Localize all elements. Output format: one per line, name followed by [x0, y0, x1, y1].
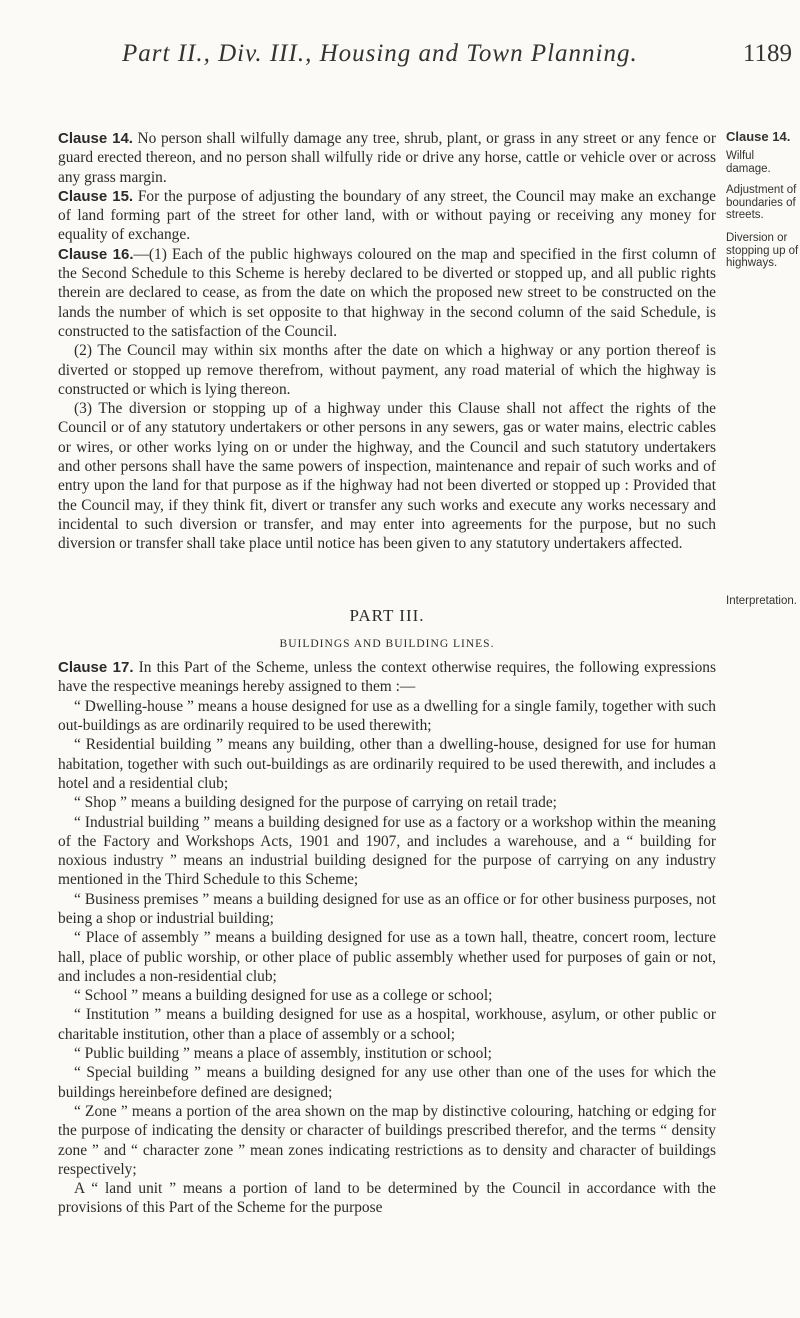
running-title: Part II., Div. III., Housing and Town Planning. — [122, 40, 638, 67]
definition-school: “ School ” means a building designed for use as a college or school; — [74, 987, 493, 1005]
clause-16-text: —(1) Each of the public highways coloured on the map and specified in the first column of the Second Schedule to this Scheme is hereby declared to be diverted or stopped up, and all public rights therein are declared to cease, as from the date on which the proposed new street to be constructed on the lands the number of which is set opposite to that highway in the second column of the said Schedule, is constructed to the satisfaction of the Council. — [58, 245, 716, 340]
definition-special-building: “ Special building ” means a building designed for any use other than one of the uses for which the buildings hereinbefore defined are designed; — [58, 1064, 716, 1101]
clause-16-para-2: (2) The Council may within six months after the date on which a highway or any portion thereof is diverted or stopped up remove therefrom, without payment, any road material of which the highway is constructed or which is lying thereon. — [58, 342, 716, 398]
page-number: 1189 — [742, 40, 792, 67]
definition-dwelling-house: “ Dwelling-house ” means a house designed for use as a dwelling for a single family, together with such out-buildings as are ordinarily required to be used therewith; — [58, 697, 716, 735]
margin-note-adjustment: Adjustment of boundaries of streets. — [726, 184, 797, 221]
clause-16-heading: Clause 16. — [58, 245, 134, 263]
clause-14-text: No person shall wilfully damage any tree, shrub, plant, or grass in any street or any fence or guard erected thereon, and no person shall wilfully ride or drive any horse, cattle or vehicle over or across any grass margin. — [58, 130, 716, 186]
definition-institution: “ Institution ” means a building designed for use as a hospital, workhouse, asylum, or other public or charitable institution, other than a place of assembly or a school; — [58, 1006, 716, 1043]
clause-15-text: For the purpose of adjusting the boundary of any street, the Council may make an exchange of land forming part of the street for other land, with or without paying or receiving any money for equality of exchange. — [58, 187, 716, 244]
clause-17-heading: Clause 17. — [58, 659, 134, 677]
page-header — [58, 40, 798, 80]
clause-14-heading: Clause 14. — [58, 130, 133, 147]
definition-business-premises: “ Business premises ” means a building designed for use as an office or for other business purposes, not being a shop or industrial building; — [58, 890, 716, 927]
body-text — [58, 129, 716, 1218]
margin-clause-14-ref: Clause 14. — [726, 129, 791, 144]
margin-note-diversion: Diversion or stopping up of highways. — [726, 232, 799, 269]
definition-place-of-assembly: “ Place of assembly ” means a building designed for use as a town hall, theatre, concert room, lecture hall, place of public worship, or other place of public assembly whether used for purposes of gain or not, and includes a non-residential club; — [58, 929, 716, 985]
clause-16-para-3: (3) The diversion or stopping up of a highway under this Clause shall not affect the rights of the Council or of any statutory undertakers or other persons in any sewers, gas or water mains, electric cables or wires, or other works lying on or under the highway, and the Council and such statutory undertakers and other persons shall have the same powers of inspection, maintenance and repair of such works and of entry upon the land for that purpose as if the highway had not been diverted or stopped up : Provided that the Council may, if they think fit, divert or transfer any such works and execute any works necessary and incidental to such diversion or transfer, and may enter into agreements for the purpose, but no such diversion or transfer shall take place until notice has been given to any statutory undertakers affected. — [58, 400, 716, 553]
clause-16 — [58, 245, 716, 341]
clause-17 — [58, 658, 716, 697]
definition-shop: “ Shop ” means a building designed for the purpose of carrying on retail trade; — [74, 794, 557, 812]
clause-15-heading: Clause 15. — [58, 187, 134, 205]
margin-note-interpretation: Interpretation. — [726, 595, 797, 607]
definition-industrial-building: “ Industrial building ” means a building designed for use as a factory or a workshop within the meaning of the Factory and Workshops Acts, 1901 and 1907, and includes a warehouse, and a “ building for noxious industry ” means an industrial building designed for the purpose of carrying on any industry mentioned in the Third Schedule to this Scheme; — [58, 813, 716, 889]
clause-14 — [58, 129, 716, 187]
section-title: BUILDINGS AND BUILDING LINES. — [279, 637, 495, 650]
definition-zone: “ Zone ” means a portion of the area shown on the map by distinctive colouring, hatching or edging for the purpose of indicating the density or character of buildings prescribed therefor, and the terms “ density zone ” and “ character zone ” mean zones indicating restrictions as to density and character of buildings respectively; — [58, 1102, 716, 1178]
definition-land-unit: A “ land unit ” means a portion of land to be determined by the Council in accordance with the provisions of this Part of the Scheme for the purpose — [58, 1180, 716, 1217]
part-title: PART III. — [349, 605, 425, 625]
definition-public-building: “ Public building ” means a place of assembly, institution or school; — [74, 1045, 492, 1063]
margin-note-wilful-damage: Wilful damage. — [726, 150, 771, 175]
clause-15 — [58, 187, 716, 245]
clause-17-text: In this Part of the Scheme, unless the context otherwise requires, the following expressions have the respective meanings hereby assigned to them :— — [58, 659, 716, 696]
definition-residential-building: “ Residential building ” means any building, other than a dwelling-house, designed for use for human habitation, together with such out-buildings as are ordinarily required to be used therewith, and includes a hotel and a residential club; — [58, 736, 716, 792]
